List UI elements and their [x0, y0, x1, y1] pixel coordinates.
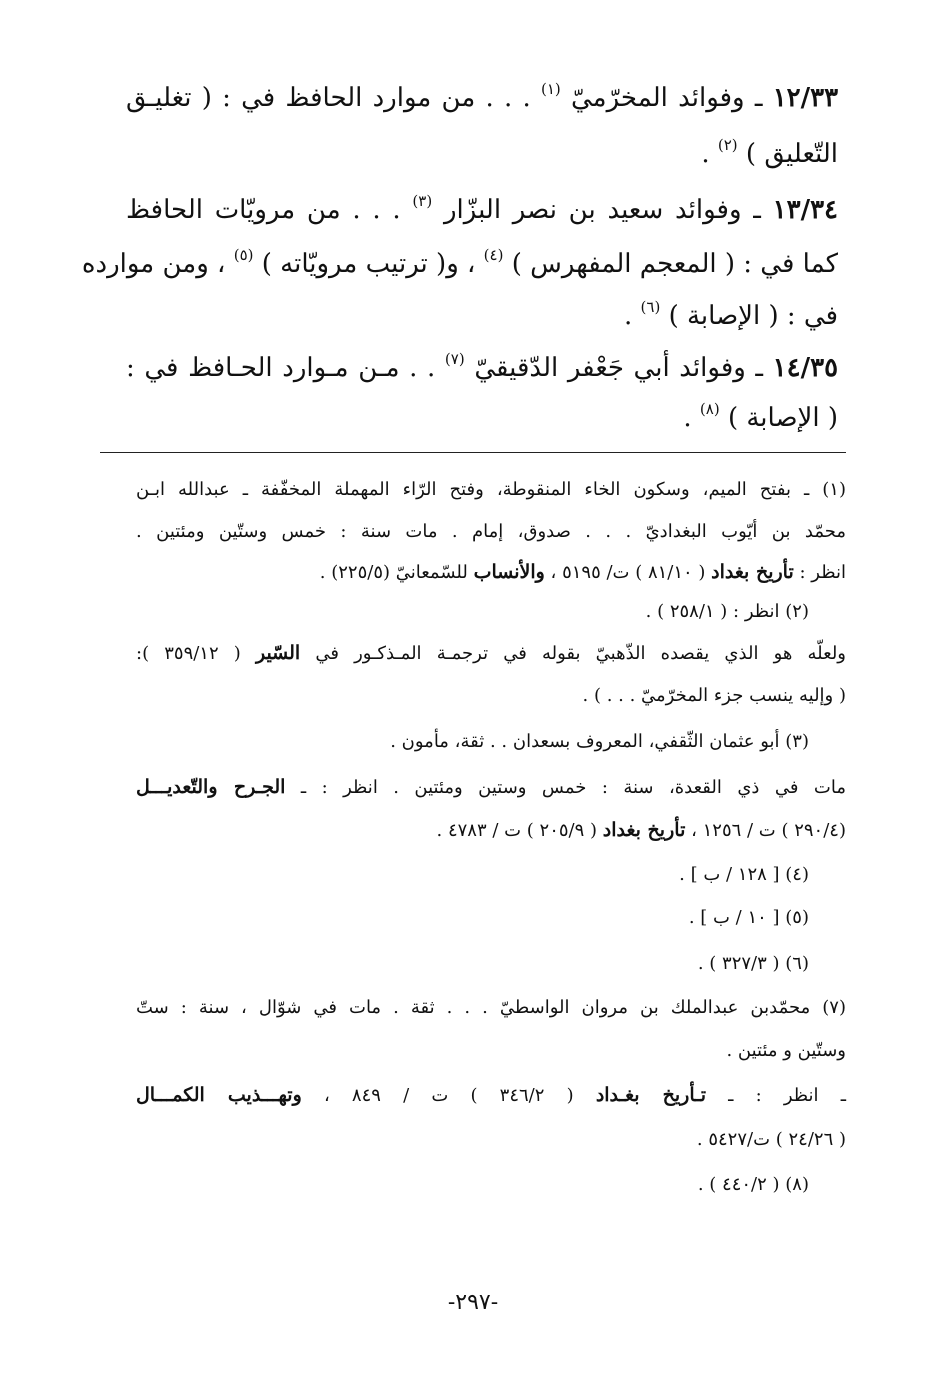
footnote-3-ref-2: ( ٢٠٥/٩ ) ت / ٤٧٨٣ .	[436, 820, 598, 841]
entry-34-period: .	[623, 301, 633, 331]
entry-34-text-after: . . . من مرويّات الحافظ	[126, 195, 401, 225]
entry-34-number: ١٣/٣٤	[772, 195, 839, 225]
footnote-7-see: ـ انظر : ـ	[728, 1085, 847, 1106]
footnote-2-line-1: (٢) انظر : ( ٢٥٨/١ ) .	[645, 601, 809, 622]
entry-35-text-after: . . مـن مـوارد الحـافظ في :	[126, 353, 436, 383]
footnote-1-line-1: (١) ـ بفتح الميم، وسكون الخاء المنقوطة، وفتح الرّاء المهملة المخفّفة ـ عبدالله ابـن	[136, 479, 846, 500]
footnote-7-ref-1: ( ٣٤٦/٢ ) ت / ٨٤٩ ،	[323, 1085, 574, 1106]
entry-35-line-2	[126, 398, 838, 441]
entry-33-line-2	[126, 134, 838, 177]
entry-35-line-1	[126, 348, 838, 391]
entry-34-text-cont: كما في : ( المعجم المفهرس )	[511, 249, 838, 279]
footnote-1-see: انظر :	[799, 562, 846, 583]
entry-33-text-cont: التّعليق )	[745, 139, 838, 169]
entry-34-text-end: ، ومن موارده	[81, 249, 226, 279]
footnote-1-ref-2: للسّمعانيّ (٢٢٥/٥) .	[319, 562, 468, 583]
footnote-1-line-3	[136, 557, 846, 588]
footnote-ref-3[interactable]: (٣)	[412, 192, 433, 210]
footnote-7-source-2: وتهـــذيب الكمـــال	[136, 1084, 302, 1106]
entry-33-text-after: . . . من موارد الحافظ في : ( تغليـق	[126, 83, 531, 113]
footnote-ref-8[interactable]: (٨)	[699, 400, 720, 418]
footnote-2-source: السّير	[255, 642, 301, 664]
footnote-ref-4[interactable]: (٤)	[483, 246, 504, 264]
footnote-1-line-2: محمّد بن أيّوب البغداديّ . . . صدوق، إمام . مات سنة : خمس وستّين ومئتين .	[136, 521, 846, 542]
footnote-3-source-1: الجـرح والتّعديـــل	[136, 776, 286, 798]
footnote-1-ref-1: ( ٨١/١٠ ) ت/ ٥١٩٥ ،	[550, 562, 706, 583]
footnote-ref-2[interactable]: (٢)	[717, 136, 738, 154]
entry-35-number: ١٤/٣٥	[772, 353, 839, 383]
footnote-2-line-2	[136, 638, 846, 669]
footnote-4: (٤) [ ١٢٨ / ب ] .	[679, 864, 809, 885]
footnote-ref-7[interactable]: (٧)	[444, 350, 465, 368]
entry-33-period: .	[701, 139, 710, 169]
footnote-3-line-3	[136, 815, 846, 846]
entry-34-text: ـ وفوائد سعيد بن نصر البزّار	[443, 195, 761, 225]
entry-34-line-2	[81, 244, 838, 287]
footnote-7-source-1: تـأريخ بغـداد	[595, 1084, 706, 1106]
footnote-3-line-1: (٣) أبو عثمان الثّقفي، المعروف بسعدان . . ثقة، مأمون .	[390, 731, 809, 752]
footnote-7-line-3	[136, 1080, 846, 1111]
entry-34-line-1	[126, 190, 838, 233]
footnote-7-line-2: وستّين و مئتين .	[726, 1040, 846, 1061]
footnote-8: (٨) ( ٤٤٠/٢ ) .	[697, 1174, 809, 1195]
entry-33-text: ـ وفوائد المخرّميّ	[570, 83, 763, 113]
footnote-7-line-4: ( ٢٤/٢٦ ) ت/٥٤٢٧ .	[696, 1129, 846, 1150]
footnote-3-ref-1: (٢٩٠/٤ ) ت / ١٢٥٦ ،	[691, 820, 846, 841]
footnote-5: (٥) [ ١٠ / ب ] .	[688, 907, 809, 928]
footnote-7-line-1: (٧) محمّدبن عبدالملك بن مروان الواسطيّ . . . ثقة . مات في شوّال ، سنة : ستّ	[136, 997, 846, 1018]
footnote-2-ref: ( ٣٥٩/١٢ ):	[136, 643, 241, 664]
footnote-2-text: ولعلّه هو الذي يقصده الذّهبيّ بقوله في ترجمـة المـذكـور في	[315, 643, 846, 664]
footnote-2-line-3: ( وإليه ينسب جزء المخرّميّ . . . ) .	[582, 685, 846, 706]
footnote-1-source-1: تأريخ بغداد	[711, 561, 794, 583]
footnote-ref-1[interactable]: (١)	[540, 80, 561, 98]
entry-33-line-1	[126, 78, 838, 121]
entry-35-period: .	[683, 403, 692, 433]
footnote-3-text: مات في ذي القعدة، سنة : خمس وستين ومئتين . انظر : ـ	[300, 777, 846, 798]
entry-33-number: ١٢/٣٣	[772, 83, 839, 113]
page-number: -٢٩٧-	[447, 1290, 499, 1315]
footnote-separator	[100, 452, 846, 453]
footnote-ref-6[interactable]: (٦)	[640, 298, 661, 316]
entry-34-text-last: في : ( الإصابة )	[668, 301, 838, 331]
entry-35-text: ـ وفوائد أبي جَعْفر الدّقيقيّ	[474, 353, 764, 383]
footnote-3-line-2	[136, 772, 846, 803]
footnote-1-source-2: والأنساب	[473, 561, 545, 583]
footnote-3-source-2: تأريخ بغداد	[602, 819, 686, 841]
entry-34-text-middle: ، و( ترتيب مرويّاته )	[261, 249, 476, 279]
footnote-ref-5[interactable]: (٥)	[233, 246, 254, 264]
entry-35-text-cont: ( الإصابة )	[727, 403, 838, 433]
entry-34-line-3	[126, 296, 838, 339]
footnote-6: (٦) ( ٣٢٧/٣ ) .	[697, 953, 809, 974]
